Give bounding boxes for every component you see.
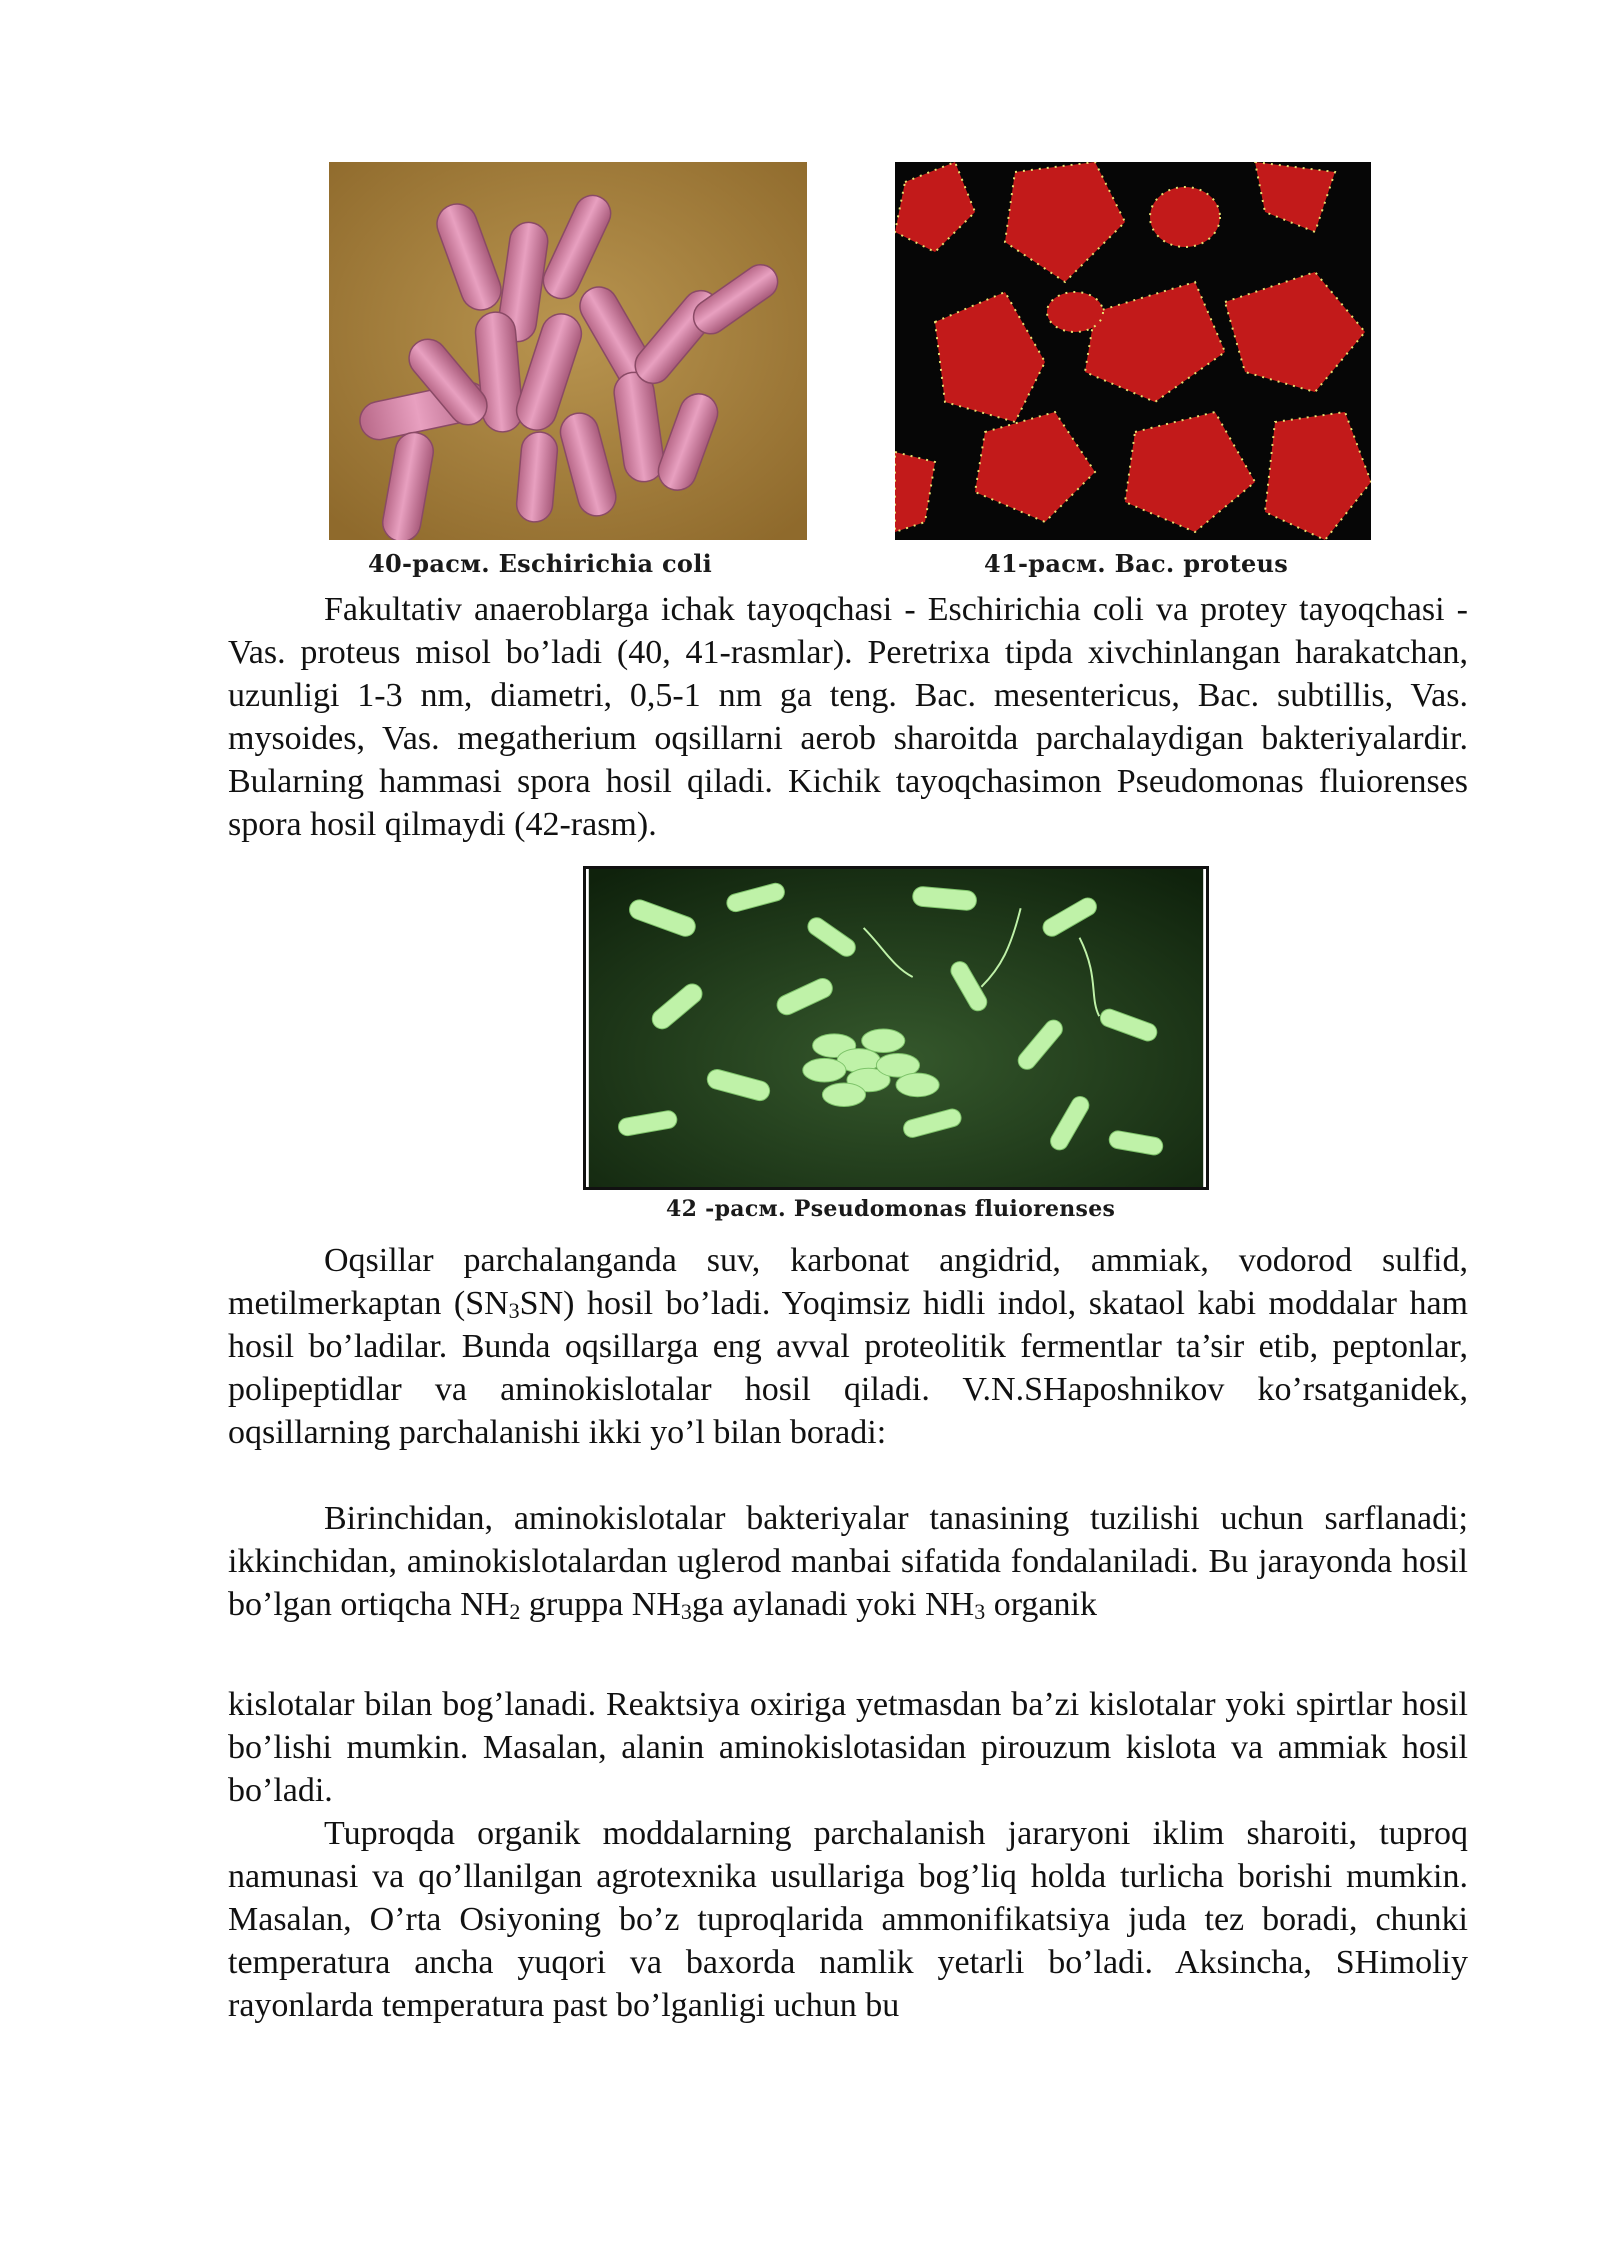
pseudomonas-micrograph: [586, 869, 1206, 1187]
figure-42-image: [583, 866, 1209, 1190]
paragraph-2: Oqsillar parchalanganda suv, karbonat angidrid, ammiak, vodorod sulfid, metilmerkaptan $(SN_3SN)$ hosil bo’ladi. Yoqimsiz hidli indol, skataol kabi moddalar ham hosil bo’ladilar. Bunda oqsillarga eng avval proteolitik fermentlar ta’sir etib, peptonlar, polipeptidlar va aminokislotalar hosil qiladi. V.N.SHaposhnikov ko’rsatganidek, oqsillarning parchalanishi ikki yo’l bilan boradi:: [228, 1242, 1468, 1451]
paragraph-5: Tuproqda organik moddalarning parchalanish jararyoni iklim sharoiti, tuproq namunasi va qo’llanilgan agrotexnika usullariga bog’liq holda turlicha borishi mumkin. Masalan, O’rta Osiyoning bo’z tuproqlarida ammonifikatsiya juda tez boradi, chunki temperatura ancha yuqori va baxorda namlik yetarli bo’ladi. Aksincha, SHimoliy rayonlarda temperatura past bo’lganligi uchun bu: [228, 1815, 1468, 2024]
figure-40-caption: 40-расм. Eschirichia coli: [368, 549, 713, 578]
paragraph-4: kislotalar bilan bog’lanadi. Reaktsiya oxiriga yetmasdan ba’zi kislotalar yoki spirtlar hosil bo’lishi mumkin. Masalan, alanin aminokislotasidan pirouzum kislota va ammiak hosil bo’ladi.: [228, 1686, 1468, 1809]
figure-40-image: [329, 162, 807, 540]
paragraph-1: Fakultativ anaeroblarga ichak tayoqchasi - Eschirichia coli va protey tayoqchasi - Vas. proteus misol bo’ladi (40, 41-rasmlar). Peretrixa tipda xivchinlangan harakatchan, uzunligi 1-3 nm, diametri, 0,5-1 nm ga teng. Bac. mesentericus, Bac. subtillis, Vas. mysoides, Vas. megatherium oqsillarni aerob sharoitda parchalaydigan bakteriyalardir. Bularning hammasi spora hosil qiladi. Kichik tayoqchasimon Pseudomonas fluiorenses spora hosil qilmaydi (42-rasm).: [228, 591, 1468, 843]
figure-41-image: [895, 162, 1371, 540]
proteus-micrograph: [895, 162, 1371, 540]
ecoli-micrograph: [329, 162, 807, 540]
paragraph-3: Birinchidan, aminokislotalar bakteriyalar tanasining tuzilishi uchun sarflanadi; ikkinchidan, aminokislotalardan uglerod manbai sifatida fondalaniladi. Bu jarayonda hosil bo’lgan ortiqcha $NH_2$ gruppa $NH_3ga$ aylanadi yoki $NH_3$ organik: [228, 1500, 1468, 1624]
figure-41-caption: 41-расм. Bac. proteus: [984, 549, 1289, 578]
figure-42-caption: 42 -расм. Pseudomonas fluiorenses: [666, 1196, 1116, 1222]
